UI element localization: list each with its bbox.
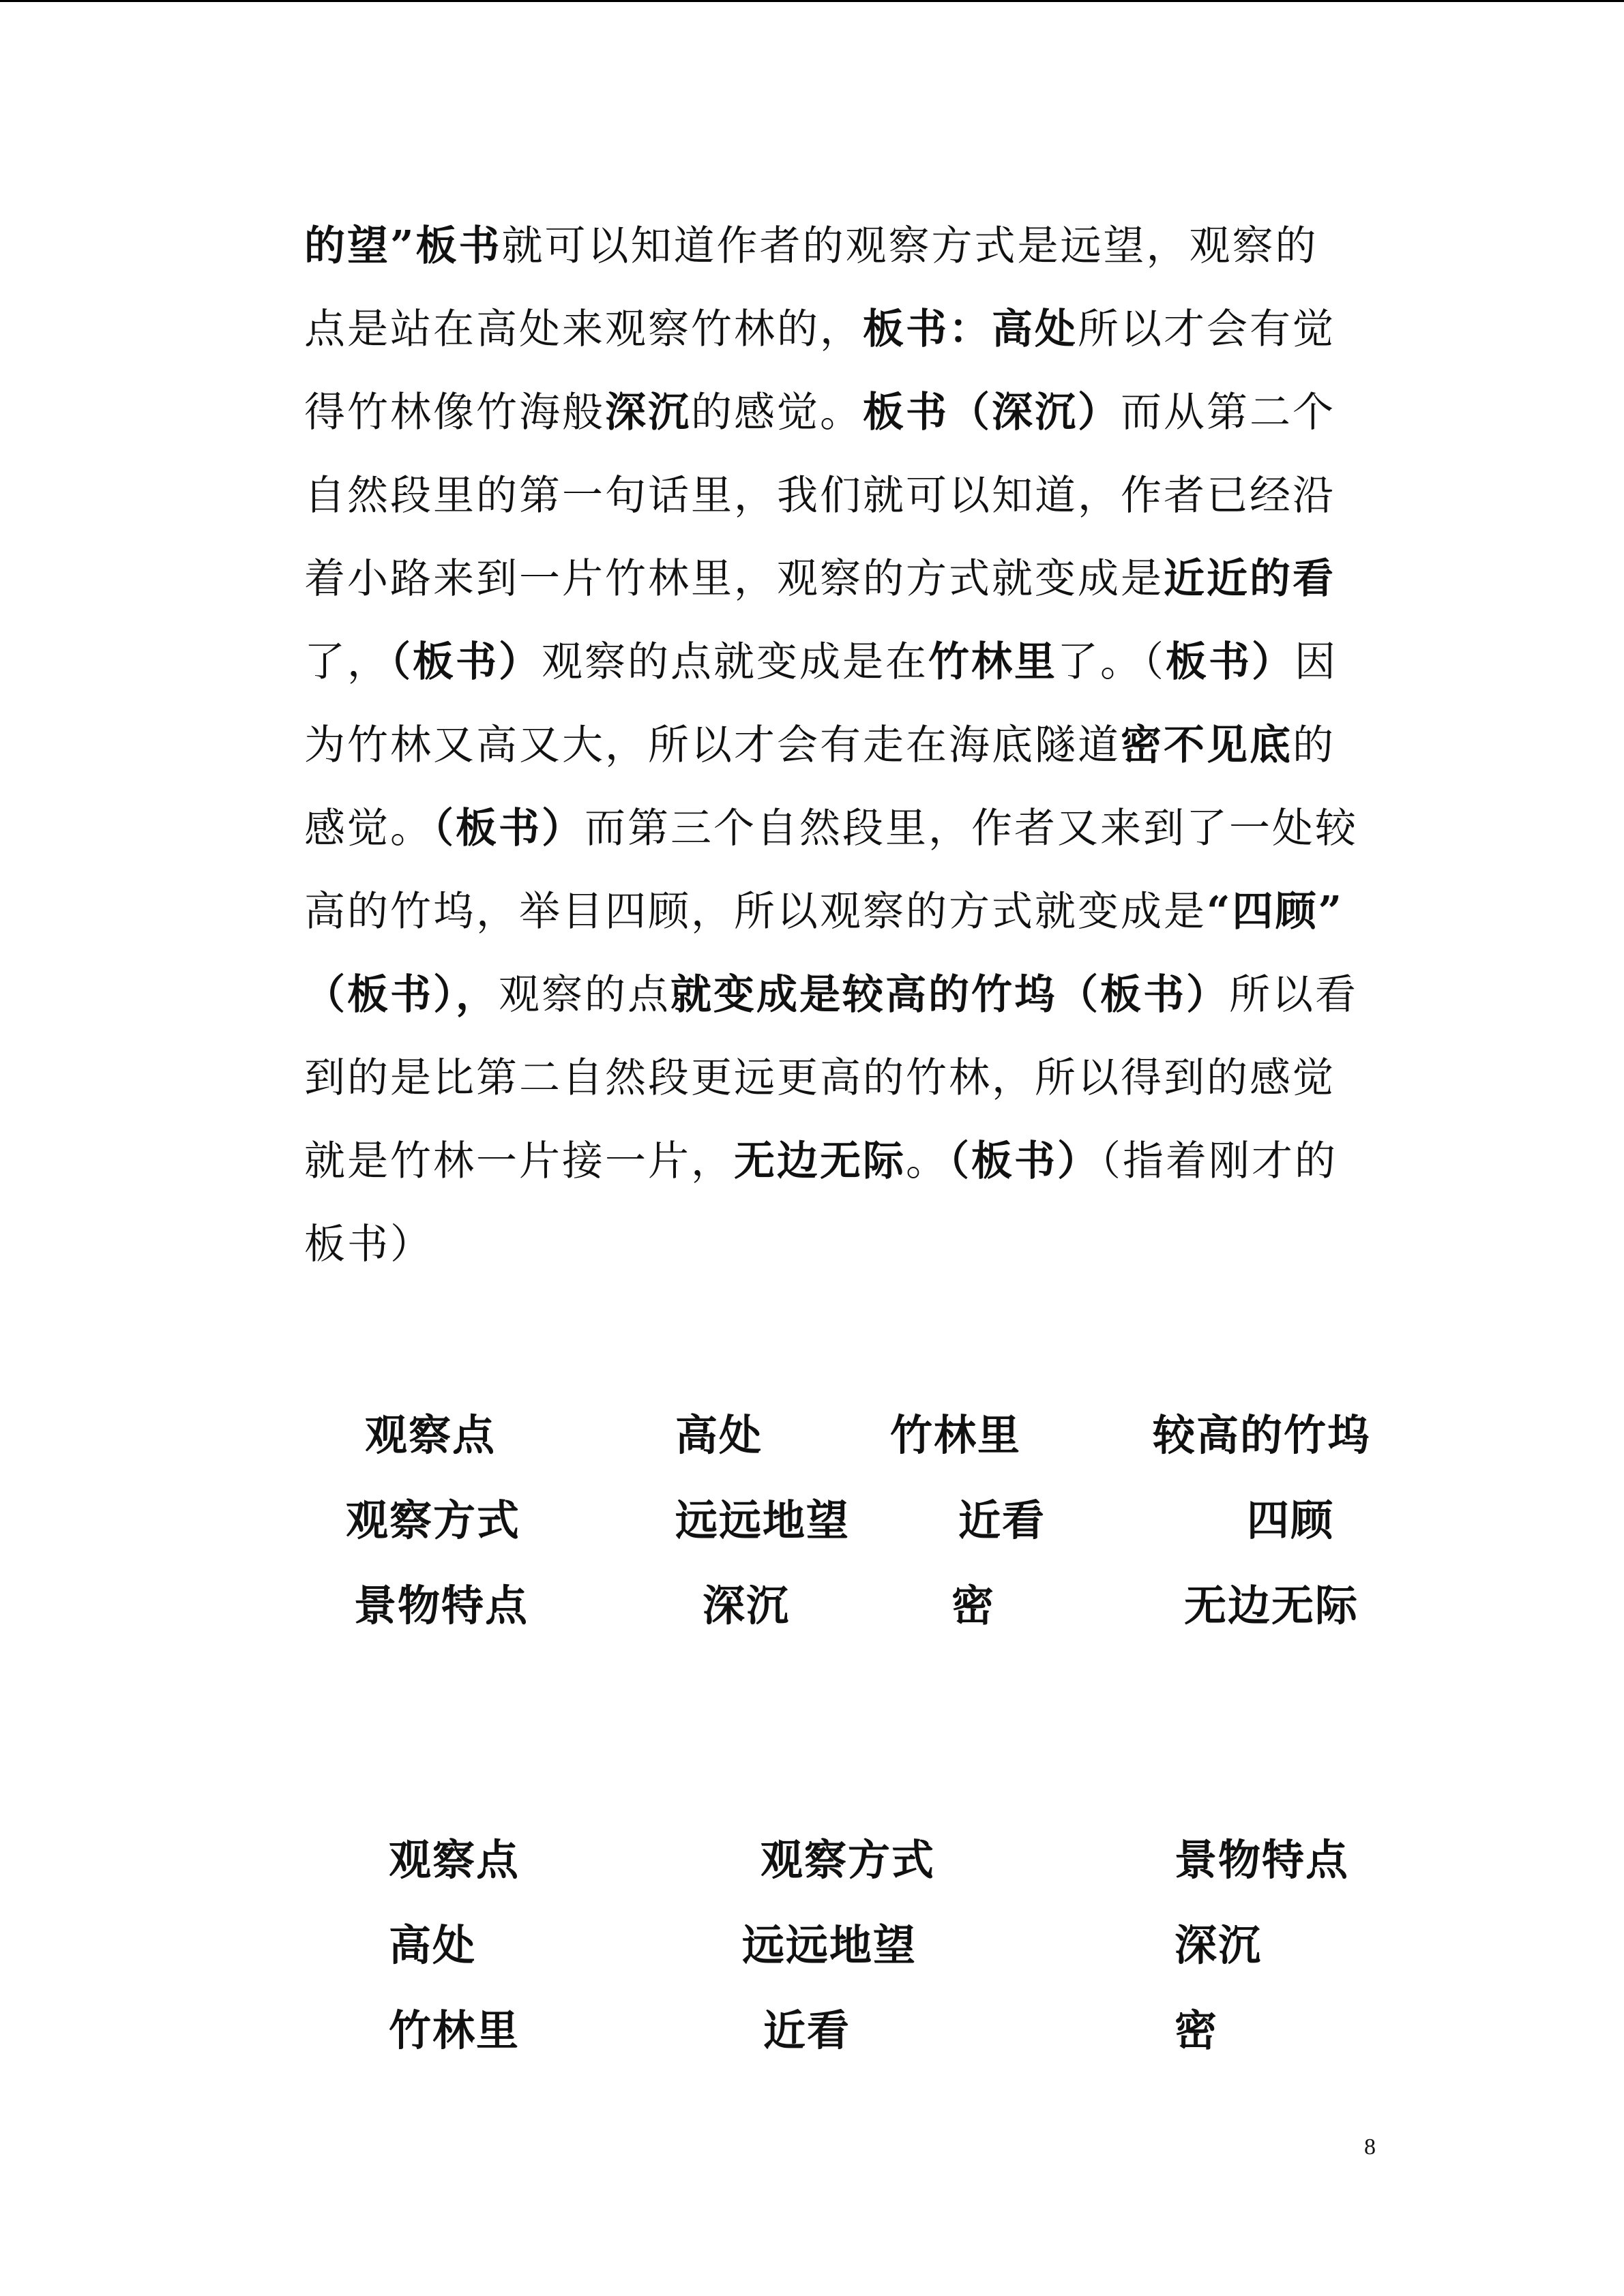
text-span: 感觉。	[304, 805, 433, 852]
table1-cell: 密	[951, 1581, 996, 1630]
bold-text: “四顾”	[1207, 888, 1344, 936]
paragraph-line	[304, 1037, 1382, 1120]
text-span: 观察的点	[499, 971, 670, 1019]
text-span: 了。（	[1057, 638, 1166, 686]
table2-cell: 观察点	[389, 1835, 520, 1885]
paragraph-line	[304, 787, 1382, 870]
bold-text: （板书）	[949, 1137, 1100, 1185]
text-span: 观察的点就变成是在	[542, 638, 928, 686]
text-span: 点是站在高处来观察竹林的，	[304, 305, 863, 353]
bold-text: 无边无际	[734, 1137, 906, 1185]
text-span: 自然段里的第一句话里，我们就可以知道，作者已经沿	[304, 472, 1335, 520]
paragraph-line	[304, 454, 1382, 537]
text-span: 的	[1293, 721, 1335, 769]
table1-cell: 竹林里	[890, 1410, 1022, 1460]
table2-cell: 深沉	[1175, 1920, 1263, 1970]
table1-cell: 四顾	[1247, 1495, 1335, 1545]
paragraph-line	[304, 704, 1382, 787]
page-number: 8	[1364, 2134, 1376, 2160]
text-span: 到的是比第二自然段更远更高的竹林，所以得到的感觉	[304, 1054, 1335, 1102]
paragraph-line	[304, 953, 1382, 1037]
text-span: 了，	[304, 638, 390, 686]
table1-cell: 观察方式	[346, 1495, 521, 1545]
paragraph-line	[304, 621, 1382, 704]
table1-cell: 近看	[958, 1495, 1046, 1545]
text-span: 而第三个自然段里，作者又来到了一处较	[585, 805, 1358, 852]
text-span: 所以才会有觉	[1078, 305, 1335, 353]
table2-cell: 近看	[763, 2006, 851, 2055]
bold-text: 竹林里	[928, 638, 1057, 686]
table2-cell: 观察方式	[761, 1835, 936, 1885]
text-span: 就可以知道作者的观察方式是远望，观察的	[501, 222, 1318, 270]
text-span: 所以看	[1229, 971, 1358, 1019]
paragraph-line	[304, 537, 1382, 621]
text-span: 得竹林像竹海般	[304, 389, 605, 436]
table1-cell: 深沉	[703, 1581, 791, 1630]
table2-cell: 高处	[389, 1920, 477, 1970]
text-span: 板书）	[304, 1221, 433, 1268]
bold-text: （板书）	[390, 638, 542, 686]
bold-text: 深沉	[605, 389, 691, 436]
text-span: 高的竹坞，举目四顾，所以观察的方式就变成是	[304, 888, 1207, 936]
text-span: 而从第二个	[1121, 389, 1335, 436]
table2-cell: 竹林里	[389, 2006, 520, 2055]
paragraph-line	[304, 205, 1382, 288]
bold-text: 的望”板书	[304, 222, 502, 270]
text-span: 为竹林又高又大，所以才会有走在海底隧道	[304, 721, 1121, 769]
table2-cell: 景物特点	[1175, 1835, 1350, 1885]
bold-text: 近近的看	[1164, 555, 1335, 603]
text-span: 因	[1295, 638, 1338, 686]
bold-text: 板书：高处	[863, 305, 1078, 353]
table1-cell: 观察点	[365, 1410, 497, 1460]
table1-cell: 景物特点	[354, 1581, 529, 1630]
table2-cell: 远远地望	[742, 1920, 917, 1970]
table1-cell: 较高的竹坞	[1153, 1410, 1372, 1460]
paragraph-line	[304, 288, 1382, 371]
top-border-line	[0, 0, 1624, 2]
bold-text: （板书）	[433, 805, 585, 852]
text-span: 着小路来到一片竹林里，观察的方式就变成是	[304, 555, 1164, 603]
lesson-paragraph	[304, 205, 1382, 1286]
table2-cell: 密	[1175, 2006, 1219, 2055]
text-span: 的感觉。	[691, 389, 863, 436]
text-span: （指着刚才的	[1100, 1137, 1338, 1185]
text-span: 。	[906, 1137, 949, 1185]
text-span: 就是竹林一片接一片，	[304, 1137, 734, 1185]
paragraph-line	[304, 870, 1382, 953]
bold-text: （板书），	[304, 971, 499, 1019]
bold-text: 密不见底	[1121, 721, 1293, 769]
table1-cell: 高处	[675, 1410, 763, 1460]
paragraph-line	[304, 1120, 1382, 1203]
bold-text: 板书）	[1166, 638, 1295, 686]
paragraph-line	[304, 1203, 1382, 1286]
table1-cell: 远远地望	[675, 1495, 851, 1545]
paragraph-line	[304, 371, 1382, 454]
table1-cell: 无边无际	[1184, 1581, 1359, 1630]
bold-text: 就变成是较高的竹坞（板书）	[670, 971, 1229, 1019]
bold-text: 板书（深沉）	[863, 389, 1121, 436]
